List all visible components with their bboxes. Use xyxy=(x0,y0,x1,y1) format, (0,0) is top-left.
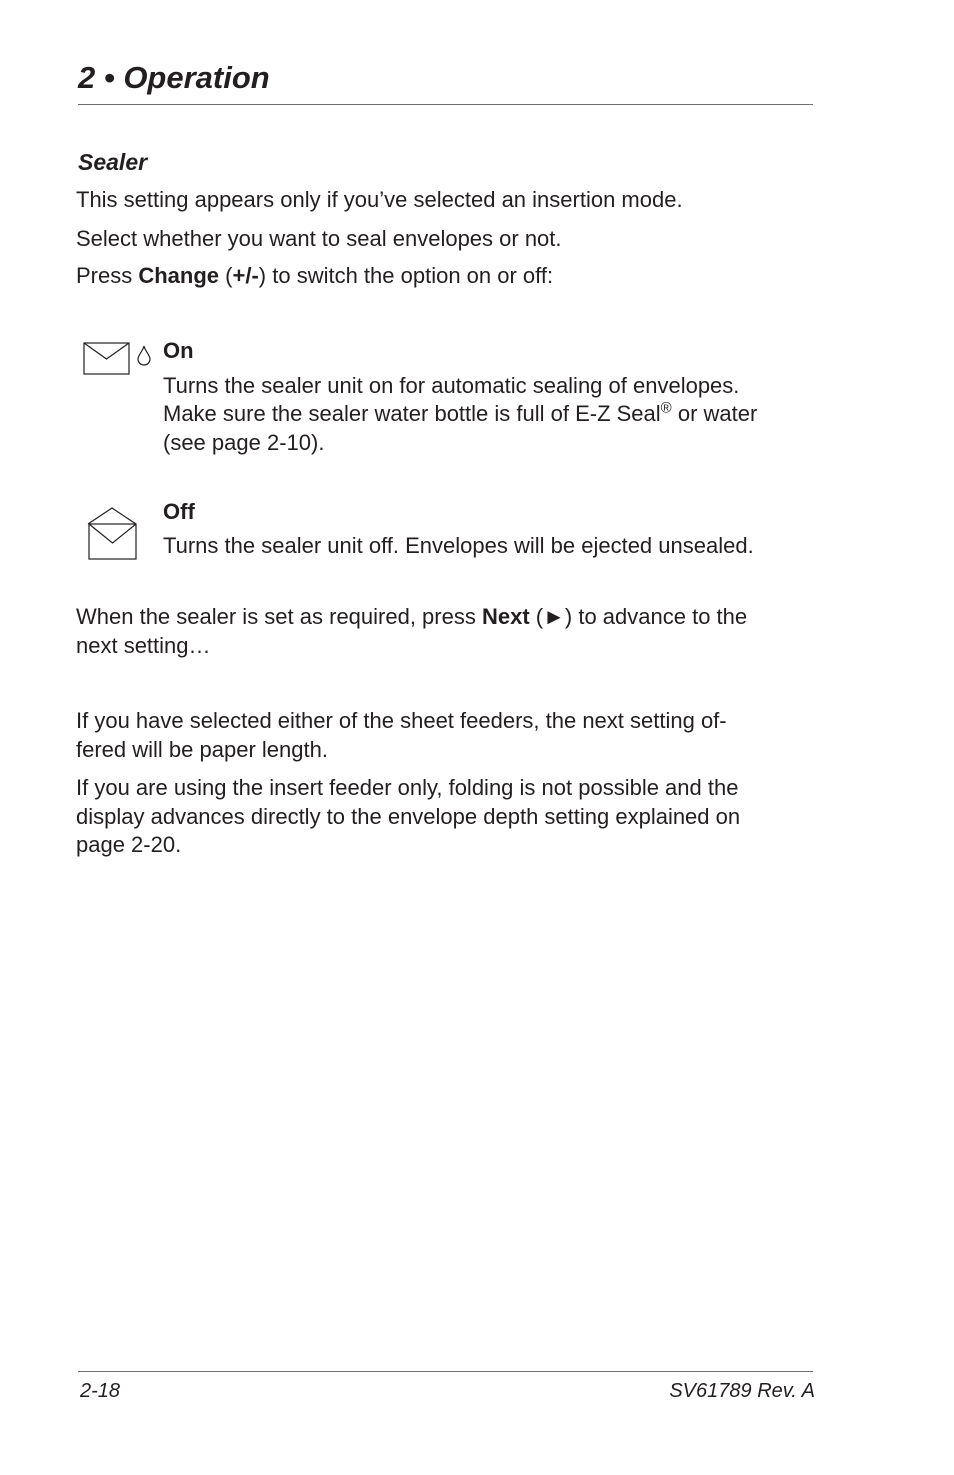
advance-text-pre: When the sealer is set as required, press xyxy=(76,604,482,629)
advance-instruction-line-1 xyxy=(76,602,821,631)
instruction-text-pre: Press xyxy=(76,263,139,288)
insert-feeder-note-line-2: display advances directly to the envelope depth setting explained on xyxy=(76,804,741,829)
page-header xyxy=(78,56,813,105)
option-on-description-text-end: or water xyxy=(671,401,758,426)
intro-paragraph-2: Select whether you want to seal envelopes or not. xyxy=(76,226,562,251)
page-footer xyxy=(78,1371,813,1412)
instruction-text-mid: ( xyxy=(219,263,233,288)
instruction-text-post: ) to switch the option on or off: xyxy=(258,263,554,288)
advance-text-post: ) to advance to the xyxy=(564,604,748,629)
registered-mark: ® xyxy=(660,399,672,417)
open-envelope-icon xyxy=(87,507,139,562)
option-on-title: On xyxy=(163,338,194,363)
option-on-description-line-3: (see page 2-10). xyxy=(163,430,325,455)
sheet-feeder-note-line-2: fered will be paper length. xyxy=(76,737,328,762)
option-off-title: Off xyxy=(163,499,195,524)
insert-feeder-note-line-3: page 2-20. xyxy=(76,832,182,857)
option-on-description-text: Make sure the sealer water bottle is full of E-Z Seal xyxy=(163,401,661,426)
next-arrow-icon: ► xyxy=(543,604,565,629)
chapter-title: 2 • Operation xyxy=(78,60,270,95)
option-on-description-line-2 xyxy=(163,399,828,428)
document-id: SV61789 Rev. A xyxy=(669,1380,815,1402)
advance-text-mid: ( xyxy=(529,604,544,629)
intro-paragraph-1: This setting appears only if you’ve selected an insertion mode. xyxy=(76,187,683,212)
instruction-paragraph xyxy=(76,261,821,290)
option-off-description: Turns the sealer unit off. Envelopes will be ejected unsealed. xyxy=(163,533,754,558)
insert-feeder-note-line-1: If you are using the insert feeder only, folding is not possible and the xyxy=(76,775,739,800)
page-number: 2-18 xyxy=(80,1380,121,1402)
sealed-envelope-with-water-drop-icon xyxy=(83,340,155,378)
option-on-description-line-1: Turns the sealer unit on for automatic sealing of envelopes. xyxy=(163,373,740,398)
advance-instruction-line-2: next setting… xyxy=(76,633,211,658)
change-key-label: Change xyxy=(138,263,220,288)
sheet-feeder-note-line-1: If you have selected either of the sheet feeders, the next setting of- xyxy=(76,708,727,733)
section-title: Sealer xyxy=(78,149,148,175)
plus-minus-key-label: +/- xyxy=(232,263,259,288)
next-key-label: Next xyxy=(481,604,530,629)
